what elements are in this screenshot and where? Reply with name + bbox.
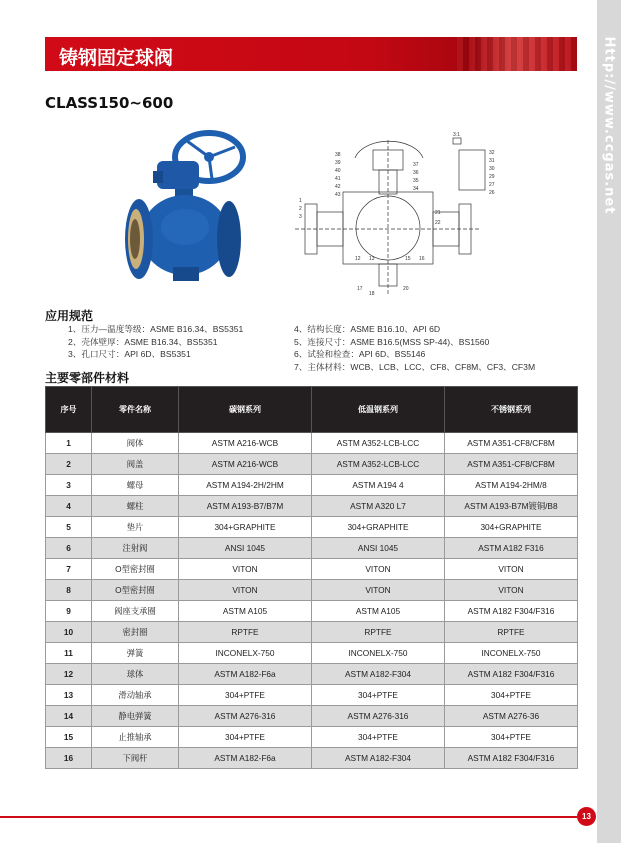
cell-stainless: RPTFE xyxy=(445,622,578,643)
table-row xyxy=(46,538,578,559)
cell-carbon: 304+PTFE xyxy=(179,685,312,706)
col-header-part: 零件名称 xyxy=(92,387,179,433)
cell-no: 10 xyxy=(46,622,92,643)
cell-part: O型密封圈 xyxy=(92,580,179,601)
cell-lowtemp: VITON xyxy=(312,580,445,601)
cell-part: 滑动轴承 xyxy=(92,685,179,706)
cell-carbon: ASTM A105 xyxy=(179,601,312,622)
cell-part: 阀体 xyxy=(92,433,179,454)
cell-stainless: ASTM A194-2HM/8 xyxy=(445,475,578,496)
page-title: 铸钢固定球阀 xyxy=(59,47,174,69)
application-specs-right xyxy=(294,323,535,373)
spec-item: 6、试验和检查：API 6D、BS5146 xyxy=(294,349,426,360)
svg-text:2: 2 xyxy=(299,206,302,212)
class-title: CLASS150~600 xyxy=(45,94,174,112)
svg-text:42: 42 xyxy=(335,184,341,190)
header-banner xyxy=(45,37,577,71)
cell-part: 注射阀 xyxy=(92,538,179,559)
svg-text:41: 41 xyxy=(335,176,341,182)
table-row xyxy=(46,580,578,601)
cell-carbon: ASTM A276-316 xyxy=(179,706,312,727)
svg-text:16: 16 xyxy=(419,256,425,262)
cell-no: 8 xyxy=(46,580,92,601)
table-row xyxy=(46,496,578,517)
cell-lowtemp: 304+PTFE xyxy=(312,685,445,706)
cell-no: 1 xyxy=(46,433,92,454)
svg-text:22: 22 xyxy=(435,220,441,226)
svg-text:31: 31 xyxy=(489,158,495,164)
cell-no: 11 xyxy=(46,643,92,664)
cell-carbon: 304+GRAPHITE xyxy=(179,517,312,538)
cell-no: 12 xyxy=(46,664,92,685)
spec-item: 3、孔口尺寸：API 6D、BS5351 xyxy=(68,349,191,360)
svg-text:3: 3 xyxy=(299,214,302,220)
cell-stainless: VITON xyxy=(445,580,578,601)
cell-no: 13 xyxy=(46,685,92,706)
cell-part: 下阀杆 xyxy=(92,748,179,769)
svg-text:32: 32 xyxy=(489,150,495,156)
cell-no: 2 xyxy=(46,454,92,475)
cell-stainless: 304+PTFE xyxy=(445,727,578,748)
cell-part: 阀座支承圈 xyxy=(92,601,179,622)
svg-text:18: 18 xyxy=(369,291,375,297)
materials-table-body xyxy=(46,433,578,769)
svg-text:20: 20 xyxy=(403,286,409,292)
col-header-lowtemp: 低温钢系列 xyxy=(312,387,445,433)
cell-carbon: ASTM A182-F6a xyxy=(179,664,312,685)
table-row xyxy=(46,643,578,664)
table-row xyxy=(46,664,578,685)
materials-title: 主要零部件材料 xyxy=(45,371,130,385)
cell-part: 螺柱 xyxy=(92,496,179,517)
cell-lowtemp: RPTFE xyxy=(312,622,445,643)
svg-text:29: 29 xyxy=(489,174,495,180)
cell-no: 5 xyxy=(46,517,92,538)
cell-no: 15 xyxy=(46,727,92,748)
table-row xyxy=(46,517,578,538)
svg-text:40: 40 xyxy=(335,168,341,174)
cell-part: 静电弹簧 xyxy=(92,706,179,727)
cell-stainless: ASTM A182 F304/F316 xyxy=(445,664,578,685)
cell-carbon: INCONELX-750 xyxy=(179,643,312,664)
cell-lowtemp: ASTM A105 xyxy=(312,601,445,622)
spec-item: 7、主体材料：WCB、LCB、LCC、CF8、CF8M、CF3、CF3M xyxy=(294,361,536,372)
svg-text:36: 36 xyxy=(413,170,419,176)
application-specs-left xyxy=(68,323,243,361)
svg-text:27: 27 xyxy=(489,182,495,188)
svg-text:26: 26 xyxy=(489,190,495,196)
footer-line xyxy=(0,816,577,818)
cell-part: 止推轴承 xyxy=(92,727,179,748)
table-row xyxy=(46,475,578,496)
svg-text:34: 34 xyxy=(413,186,419,192)
svg-text:43: 43 xyxy=(335,192,341,198)
table-row xyxy=(46,685,578,706)
cell-carbon: RPTFE xyxy=(179,622,312,643)
cell-lowtemp: ASTM A352-LCB-LCC xyxy=(312,433,445,454)
cell-lowtemp: 304+PTFE xyxy=(312,727,445,748)
spec-item: 5、连接尺寸：ASME B16.5(MSS SP-44)、BS1560 xyxy=(294,336,490,347)
svg-text:12: 12 xyxy=(355,256,361,262)
col-header-carbon: 碳钢系列 xyxy=(179,387,312,433)
cell-part: 垫片 xyxy=(92,517,179,538)
cell-part: 密封圈 xyxy=(92,622,179,643)
banner-decoration xyxy=(457,37,577,71)
cell-lowtemp: ASTM A182-F304 xyxy=(312,748,445,769)
cell-carbon: ASTM A182-F6a xyxy=(179,748,312,769)
svg-text:1: 1 xyxy=(299,198,302,204)
cell-carbon: ASTM A194-2H/2HM xyxy=(179,475,312,496)
cell-part: 阀盖 xyxy=(92,454,179,475)
application-title: 应用规范 xyxy=(45,309,94,323)
cell-lowtemp: ANSI 1045 xyxy=(312,538,445,559)
page-number: 13 xyxy=(577,807,596,826)
cell-carbon: ASTM A193-B7/B7M xyxy=(179,496,312,517)
table-row xyxy=(46,727,578,748)
cell-part: 螺母 xyxy=(92,475,179,496)
cell-lowtemp: ASTM A182-F304 xyxy=(312,664,445,685)
svg-text:21: 21 xyxy=(435,210,441,216)
cell-carbon: 304+PTFE xyxy=(179,727,312,748)
cell-lowtemp: INCONELX-750 xyxy=(312,643,445,664)
col-header-stainless: 不锈钢系列 xyxy=(445,387,578,433)
cell-lowtemp: ASTM A352-LCB-LCC xyxy=(312,454,445,475)
cell-stainless: ASTM A351-CF8/CF8M xyxy=(445,433,578,454)
svg-text:37: 37 xyxy=(413,162,419,168)
table-row xyxy=(46,622,578,643)
table-row xyxy=(46,454,578,475)
table-header-row xyxy=(46,387,578,433)
cell-stainless: 304+GRAPHITE xyxy=(445,517,578,538)
svg-text:13: 13 xyxy=(369,256,375,262)
spec-item: 1、压力—温度等级：ASME B16.34、BS5351 xyxy=(68,324,244,334)
table-row xyxy=(46,433,578,454)
cell-lowtemp: 304+GRAPHITE xyxy=(312,517,445,538)
svg-text:17: 17 xyxy=(357,286,363,292)
col-header-no: 序号 xyxy=(46,387,92,433)
cell-carbon: VITON xyxy=(179,580,312,601)
cell-no: 9 xyxy=(46,601,92,622)
cell-part: 球体 xyxy=(92,664,179,685)
cell-stainless: 304+PTFE xyxy=(445,685,578,706)
cell-no: 6 xyxy=(46,538,92,559)
cell-lowtemp: ASTM A276-316 xyxy=(312,706,445,727)
cell-stainless: VITON xyxy=(445,559,578,580)
materials-table xyxy=(45,386,578,769)
side-url: Http://www.ccgas.net xyxy=(601,36,617,214)
table-row xyxy=(46,601,578,622)
cell-stainless: ASTM A182 F316 xyxy=(445,538,578,559)
cell-carbon: ASTM A216-WCB xyxy=(179,454,312,475)
cell-carbon: ANSI 1045 xyxy=(179,538,312,559)
svg-text:39: 39 xyxy=(335,160,341,166)
cell-stainless: INCONELX-750 xyxy=(445,643,578,664)
valve-photo xyxy=(117,127,267,292)
cell-stainless: ASTM A182 F304/F316 xyxy=(445,748,578,769)
svg-text:30: 30 xyxy=(489,166,495,172)
cell-lowtemp: VITON xyxy=(312,559,445,580)
cell-no: 16 xyxy=(46,748,92,769)
svg-text:38: 38 xyxy=(335,152,341,158)
cell-stainless: ASTM A351-CF8/CF8M xyxy=(445,454,578,475)
cell-lowtemp: ASTM A194 4 xyxy=(312,475,445,496)
table-row xyxy=(46,706,578,727)
cell-stainless: ASTM A182 F304/F316 xyxy=(445,601,578,622)
cell-no: 3 xyxy=(46,475,92,496)
svg-text:35: 35 xyxy=(413,178,419,184)
cell-stainless: ASTM A276-36 xyxy=(445,706,578,727)
cell-part: 弹簧 xyxy=(92,643,179,664)
cell-lowtemp: ASTM A320 L7 xyxy=(312,496,445,517)
table-row xyxy=(46,748,578,769)
cell-carbon: ASTM A216-WCB xyxy=(179,433,312,454)
cell-stainless: ASTM A193-B7M镀铜/B8 xyxy=(445,496,578,517)
cell-no: 4 xyxy=(46,496,92,517)
cell-carbon: VITON xyxy=(179,559,312,580)
cell-no: 7 xyxy=(46,559,92,580)
svg-text:15: 15 xyxy=(405,256,411,262)
cell-part: O型密封圈 xyxy=(92,559,179,580)
svg-text:3:1: 3:1 xyxy=(453,132,460,138)
technical-drawing xyxy=(295,130,510,300)
spec-item: 4、结构长度：ASME B16.10、API 6D xyxy=(294,324,441,334)
spec-item: 2、壳体壁厚：ASME B16.34、BS5351 xyxy=(68,336,218,347)
cell-no: 14 xyxy=(46,706,92,727)
table-row xyxy=(46,559,578,580)
